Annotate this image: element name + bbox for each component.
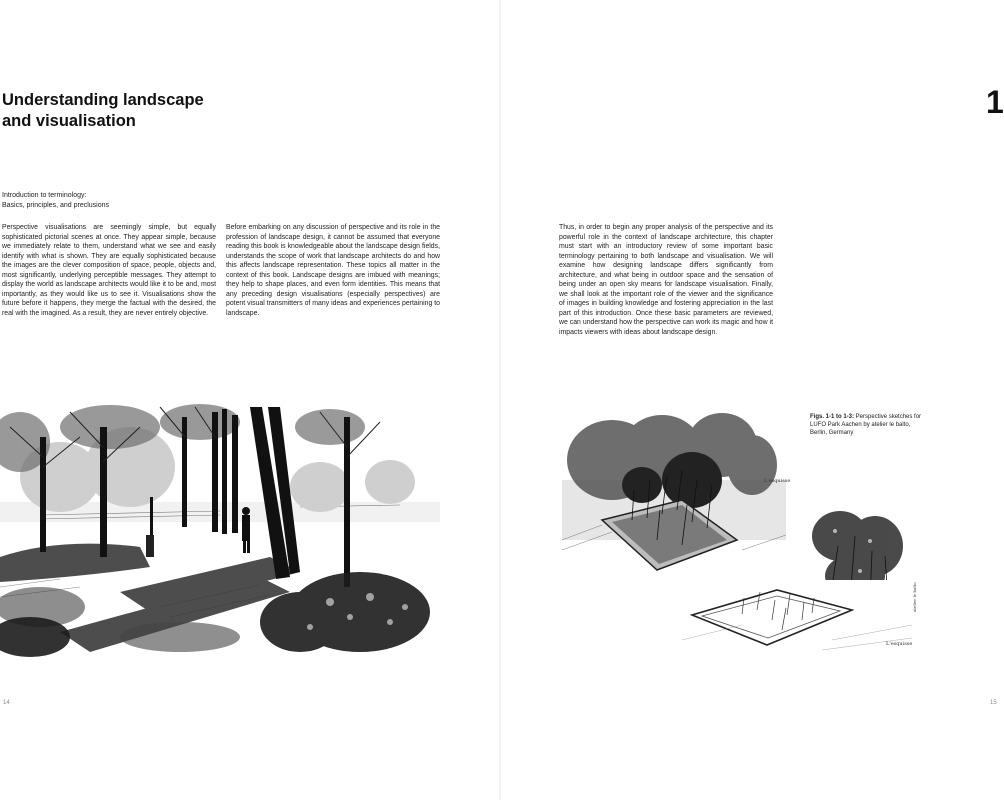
- section-subheading: [2, 191, 109, 211]
- page-gutter: [499, 0, 501, 800]
- chapter-title: [2, 90, 204, 132]
- subheading-line-1: Introduction to terminology:: [2, 192, 87, 199]
- chapter-title-line-2: and visualisation: [2, 112, 136, 130]
- chapter-title-line-1: Understanding landscape: [2, 91, 204, 109]
- figure-caption: [810, 413, 922, 437]
- caption-label: Figs. 1-1 to 1-3:: [810, 414, 855, 420]
- caption-text: Perspective sketches for LUFO Park Aachen by atelier le balto, Berlin, Germany: [810, 414, 922, 436]
- page-number-right: 15: [990, 700, 997, 706]
- planting-sketch-top: [562, 410, 786, 580]
- body-column-3: Thus, in order to begin any proper analysis of the perspective and its powerful role in the context of landscape architecture, this chapter must start with an introductory review of some important basic terminology pertaining to both landscape and visualisation. We will examine how designing landscape differs significantly from architecture, and what being in outdoor space and the sensation of being under an open sky means for landscape visualisation. Finally, we shall look at the important role of the viewer and the significance of images in building knowledge and fostering appreciation in the last part of this introduction. Once these basic parameters are reviewed, we can understand how the perspective can work its magic and how it impacts viewers with ideas about landscape design.: [559, 224, 773, 337]
- planter-sketch-bottom: [682, 580, 912, 662]
- artist-signature: atelier le balto: [912, 582, 917, 612]
- subheading-line-2: Basics, principles, and preclusions: [2, 202, 109, 209]
- body-column-1: Perspective visualisations are seemingly simple, but equally sophisticated pictorial scenes at once. They appear simple, because we immediately relate to them, understand what we see and easily identify with what is shown. They are equally sophisticated because the images are the clever composition of space, people, objects and, most significantly, underlying perceptible messages. They attempt to display the world as landscape architects would like it to be and, most importantly, as they would like us to see it. Visualisations show the future before it happens, they merge the factual with the desired, the real with the imagined. As a result, they are never entirely objective.: [2, 224, 216, 317]
- page-number-left: 14: [3, 700, 10, 706]
- park-sketch-large: [0, 407, 440, 660]
- sketch-label-top: L'esquisse: [764, 478, 791, 484]
- body-column-2: Before embarking on any discussion of perspective and its role in the profession of landscape design, it cannot be assumed that everyone reading this book is knowledgeable about the landscape design fields, understands the scope of work that landscape architects do and how this affects landscape representation. These topics all matter in the context of this book. Landscape designs are imbued with meanings; they help to shape places, and even form identities. This means that any preceding design visualisations (especially perspectives) are potent visual transmitters of many ideas and experiences pertaining to landscape.: [226, 224, 440, 317]
- sketch-label-bottom: L'esquisse: [886, 641, 913, 647]
- chapter-number: 1: [986, 84, 1004, 120]
